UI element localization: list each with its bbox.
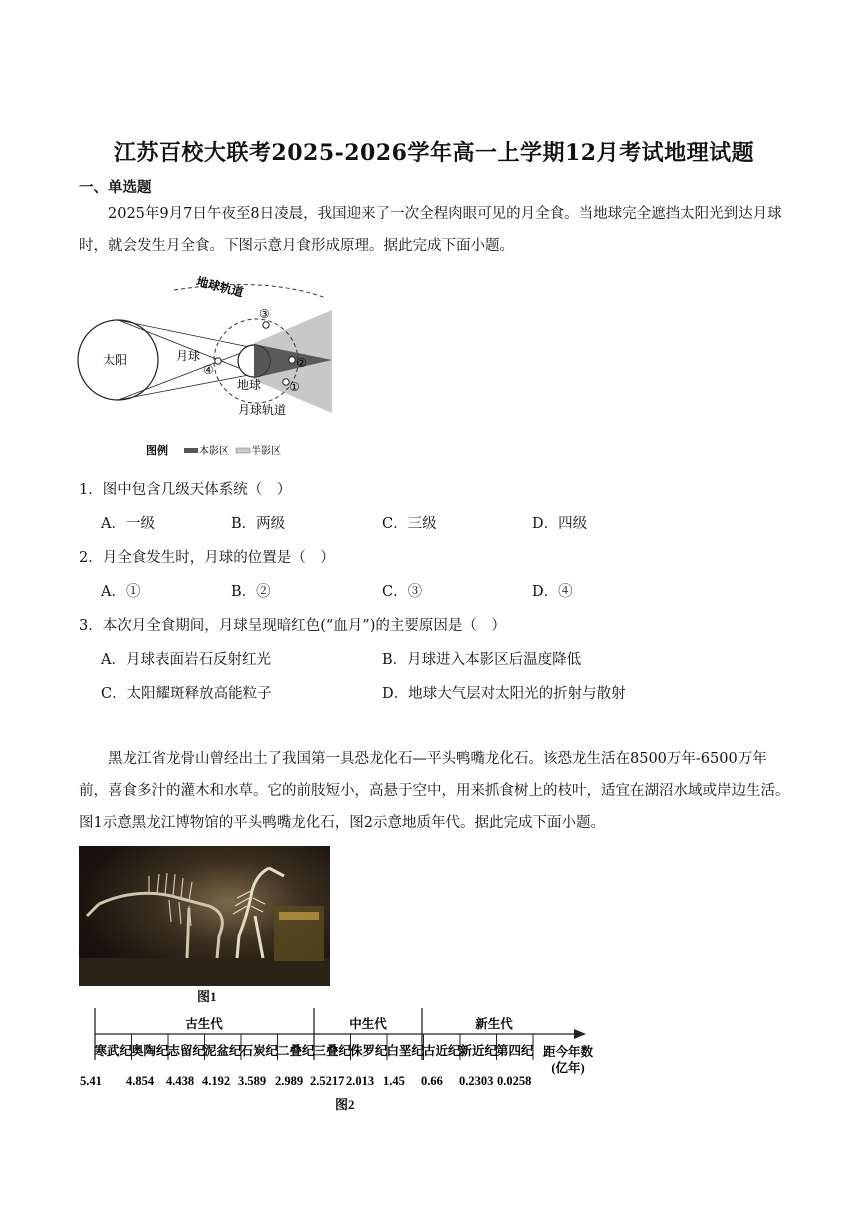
boundary-value-label: 0.2303 xyxy=(459,1074,494,1088)
q2-option-d[interactable]: D．④ xyxy=(532,584,573,600)
boundary-value-label: 4.854 xyxy=(126,1074,155,1088)
q3-option-b[interactable]: B．月球进入本影区后温度降低 xyxy=(382,652,582,668)
boundary-value-label: 4.192 xyxy=(202,1074,231,1088)
boundary-value-label: 4.438 xyxy=(166,1074,195,1088)
q2-option-a[interactable]: A．① xyxy=(101,584,141,600)
q2-option-c[interactable]: C．③ xyxy=(382,584,423,600)
boundary-value-label: 3.589 xyxy=(238,1074,267,1088)
period-label: 白垩纪 xyxy=(386,1044,425,1058)
legend-umbra: 本影区 xyxy=(199,446,229,457)
moon-position-4 xyxy=(215,358,221,364)
period-label: 二叠纪 xyxy=(276,1044,315,1058)
q2-option-b[interactable]: B．② xyxy=(231,584,271,600)
intro-paragraph-1: 2025年9月7日午夜至8日凌晨，我国迎来了一次全程肉眼可见的月全食。当地球完全遮挡太阳光到达月球时，就会发生月全食。下图示意月食形成原理。据此完成下面小题。 xyxy=(79,206,782,254)
moon-label: 月球 xyxy=(176,349,201,363)
axis-label-unit: (亿年) xyxy=(551,1061,585,1075)
moon-orbit-label: 月球轨道 xyxy=(238,403,287,417)
position-2-label: ② xyxy=(296,356,307,370)
earth-orbit-label: 地球轨道 xyxy=(194,274,245,300)
position-4-label: ④ xyxy=(203,363,214,377)
boundary-value-label: 0.66 xyxy=(421,1074,443,1088)
era-label-paleozoic: 古生代 xyxy=(185,1017,223,1031)
boundary-value-label: 5.41 xyxy=(80,1074,102,1088)
legend-title: 图例 xyxy=(146,444,168,457)
period-label: 奥陶纪 xyxy=(130,1044,169,1058)
q3-option-a[interactable]: A．月球表面岩石反射红光 xyxy=(101,652,271,668)
period-label: 石炭纪 xyxy=(240,1044,279,1058)
period-label: 三叠纪 xyxy=(313,1044,352,1058)
dinosaur-fossil-photo xyxy=(79,846,330,986)
period-label: 古近纪 xyxy=(422,1044,461,1058)
q1-option-c[interactable]: C．三级 xyxy=(382,516,437,532)
legend-penumbra-swatch xyxy=(236,448,250,453)
era-label-cenozoic: 新生代 xyxy=(475,1017,513,1031)
period-label: 泥盆纪 xyxy=(203,1044,242,1058)
period-label: 新近纪 xyxy=(459,1044,498,1058)
era-label-mesozoic: 中生代 xyxy=(349,1017,387,1031)
question-1: 1．图中包含几级天体系统（ ） xyxy=(79,482,292,498)
q3-option-c[interactable]: C．太阳耀斑释放高能粒子 xyxy=(101,686,272,702)
period-label: 寒武纪 xyxy=(94,1044,133,1058)
moon-position-3 xyxy=(263,322,269,328)
legend-umbra-swatch xyxy=(184,448,198,453)
q3-option-d[interactable]: D．地球大气层对太阳光的折射与散射 xyxy=(382,686,626,702)
boundary-value-label: 2.989 xyxy=(275,1074,304,1088)
q1-option-b[interactable]: B．两级 xyxy=(231,516,286,532)
period-label: 第四纪 xyxy=(495,1044,534,1058)
sun-label: 太阳 xyxy=(103,353,128,367)
period-label: 志留纪 xyxy=(167,1044,206,1058)
boundary-value-label: 2.5217 xyxy=(310,1074,345,1088)
boundary-value-label: 0.0258 xyxy=(497,1074,532,1088)
figure-2-caption: 图2 xyxy=(335,1097,355,1112)
figure-1-caption: 图1 xyxy=(197,989,217,1004)
legend-penumbra: 半影区 xyxy=(251,446,281,457)
page-title: 江苏百校大联考2025-2026学年高一上学期12月考试地理试题 xyxy=(113,140,755,166)
question-3: 3．本次月全食期间，月球呈现暗红色(“血月”)的主要原因是（ ） xyxy=(79,618,506,634)
boundary-value-label: 1.45 xyxy=(383,1074,405,1088)
q1-option-a[interactable]: A．一级 xyxy=(101,516,155,532)
position-3-label: ③ xyxy=(259,307,270,321)
lunar-eclipse-diagram xyxy=(76,268,342,464)
earth-label: 地球 xyxy=(237,378,262,392)
period-label: 侏罗纪 xyxy=(349,1044,388,1058)
question-2: 2．月全食发生时，月球的位置是（ ） xyxy=(79,550,335,566)
axis-label-years: 距今年数 xyxy=(542,1045,594,1059)
intro-paragraph-2: 黑龙江省龙骨山曾经出土了我国第一具恐龙化石—平头鸭嘴龙化石。该恐龙生活在8500万年-6500万年前，喜食多汁的灌木和水草。它的前肢短小，高悬于空中，用来抓食树上的枝叶，适宜在湖沼水域或岸边生活。图1示意黑龙江博物馆的平头鸭嘴龙化石，图2示意地质年代。据此完成下面小题。 xyxy=(79,751,790,831)
section-heading: 一、单选题 xyxy=(79,179,152,196)
moon-position-2 xyxy=(289,357,295,363)
q1-option-d[interactable]: D．四级 xyxy=(532,516,588,532)
boundary-value-label: 2.013 xyxy=(346,1074,375,1088)
position-1-label: ① xyxy=(289,380,300,394)
